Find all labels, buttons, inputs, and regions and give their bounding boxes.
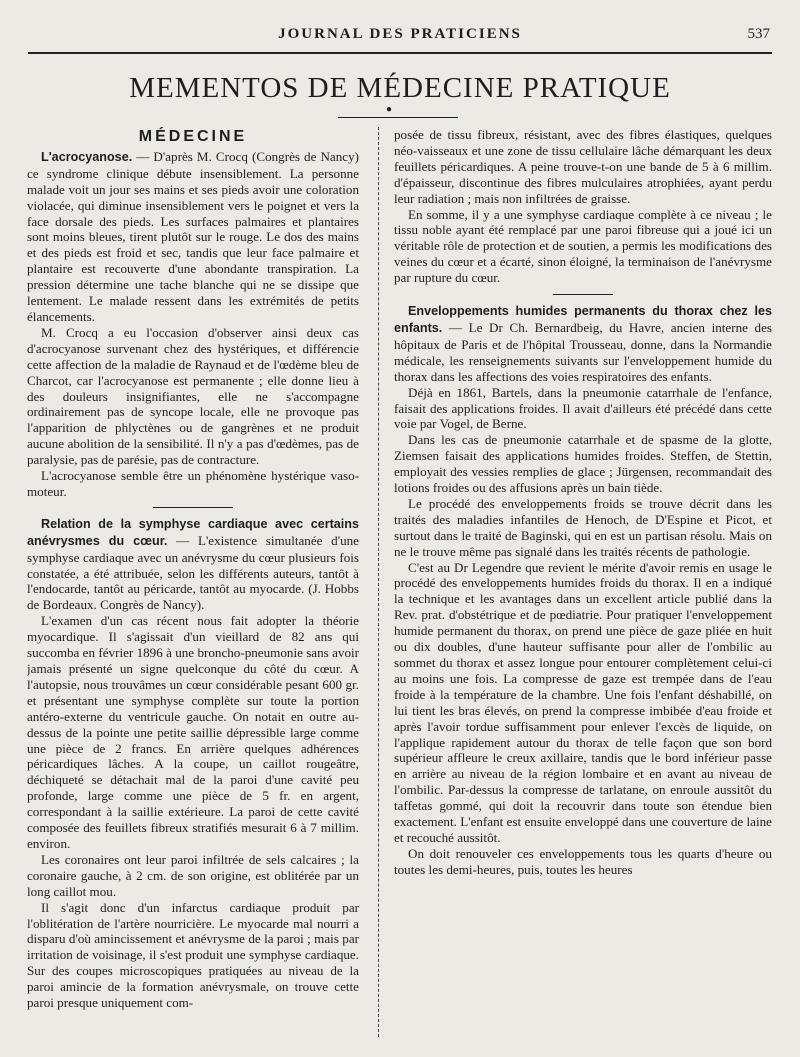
paragraph: Les coronaires ont leur paroi infiltrée de sels calcaires ; la coronaire gauche, à 2 cm. de son origine, est oblitérée par un long caillot mou. xyxy=(27,851,359,899)
article-acrocyanose xyxy=(27,149,359,325)
ornament-dot: ● xyxy=(386,104,393,115)
article-symphyse xyxy=(27,516,359,613)
separator-rule xyxy=(553,294,613,295)
paragraph: En somme, il y a une symphyse cardiaque complète à ce niveau ; le tissu noble ayant été remplacé par une paroi fibreuse qui a joué ici un véritable rôle de protection et de soutien, a permis les modifications des veines du cœur et a écarté, sinon éloigné, la terminaison de l'anévrysme par rupture du cœur. xyxy=(394,206,772,286)
paragraph: — Le Dr Ch. Bernardbeig, du Havre, ancien interne des hôpitaux de Paris et de l'hôpital Trousseau, donne, dans la Normandie médicale, les renseignements suivants sur l'enveloppement humide du thorax dans les affections des voies respiratoires des enfants. xyxy=(394,319,772,384)
article-rubric: L'acrocyanose. xyxy=(41,149,133,164)
paragraph: Il s'agit donc d'un infarctus cardiaque produit par l'oblitération de l'artère nourricière. Le myocarde mal nourri a disparu d'où amincissement et anévrysme de la paroi ; mais par irritation de voisinage, il s'est produit une symphyse cardiaque. Sur des coupes microscopiques pratiquées au niveau de la paroi amincie de la formation anévrysmale, on trouve cette paroi presque uniquement com- xyxy=(27,899,359,1011)
paragraph: Dans les cas de pneumonie catarrhale et de spasme de la glotte, Ziemsen faisait des applications humides froides. Steffen, de Stettin, employait des vessies remplies de glace ; Jürgensen, recommandait des lotions froides ou des affusions après un bain tiède. xyxy=(394,432,772,496)
page-title: MEMENTOS DE MÉDECINE PRATIQUE xyxy=(129,72,671,104)
title-rule xyxy=(338,117,458,118)
paragraph: L'examen d'un cas récent nous fait adopter la théorie myocardique. Il s'agissait d'un vieillard de 82 ans qui succomba en février 1896 à une broncho-pneumonie sans avoir jamais présenté un signe quelconque du côté du cœur. A l'autopsie, nous trouvâmes un cœur considérable pesant 600 gr. et présentant une symphyse complète sur toute la portion antéro-externe du ventricule gauche. On notait en outre au-dessus de la pointe une petite saillie dépressible large comme une pièce de 2 francs. En arrière quelques adhérences péricardiques lâches. A la coupe, un caillot rougeâtre, déchiqueté se détachait mal de la paroi d'une cavité peu profonde, large comme une pièce de 5 fr. en argent, correspondant à la saillie extérieure. La paroi de cette cavité composée des feuillets fibreux stratifiés mesurait 6 à 7 millim. environ. xyxy=(27,613,359,851)
paragraph: posée de tissu fibreux, résistant, avec des fibres élastiques, quelques néo-vaisseaux et une zone de tissu cellulaire lâche démarquant les deux feuillets péricardiques. A peine trouve-t-on une bande de 5 à 6 millim. d'épaisseur, discontinue des fibres mulculaires atrophiées, ayant perdu leur radiation ; mais non infiltrées de graisse. xyxy=(394,127,772,206)
separator-rule xyxy=(153,507,233,508)
article-enveloppements xyxy=(394,303,772,385)
article-rubric: Enveloppements humides permanents du thorax chez les enfants. xyxy=(394,304,772,335)
running-head xyxy=(30,26,770,48)
header-rule xyxy=(28,52,772,54)
paragraph: On doit renouveler ces enveloppements tous les quarts d'heure ou toutes les demi-heures, puis, toutes les heures xyxy=(394,845,772,877)
left-column xyxy=(27,127,359,1042)
page-number: 537 xyxy=(747,26,770,42)
paragraph: Déjà en 1861, Bartels, dans la pneumonie catarrhale de l'enfance, faisait des applications froides. Il avait d'ailleurs été précédé dans cette voie par Vogel, de Berne. xyxy=(394,384,772,432)
paragraph: M. Crocq a eu l'occasion d'observer ainsi deux cas d'acrocyanose survenant chez des hystériques, et différencie cette affection de la maladie de Raynaud et de l'œdème bleu de Charcot, car l'acrocyanose est permanente ; elle donne lieu à des douleurs insignifiantes, elle ne s'accompagne ordinairement pas de syncope locale, elle ne provoque pas l'apparition de phlyctènes ou de gangrènes et ne produit aucune abolition de la sensibilité. Il n'y a pas d'œdèmes, pas de paralysie, pas de parésie, pas de contracture. xyxy=(27,324,359,468)
article-rubric: Relation de la symphyse cardiaque avec certains anévrysmes du cœur. xyxy=(27,516,359,548)
running-title: JOURNAL DES PRATICIENS xyxy=(278,26,522,42)
paragraph: C'est au Dr Legendre que revient le mérite d'avoir remis en usage le procédé des enveloppements humides froids du thorax. Il en a indiqué la technique et les avantages dans un excellent article publié dans la Rev. prat. d'obstétrique et de pœdiatrie. Pour pratiquer l'enveloppement humide permanent du thorax, on prend une pièce de gaze pliée en huit ou dix doubles, d'une hauteur suffisante pour aller de l'ombilic au sommet du thorax et assez longue pour entourer complètement celui-ci au moins une fois. La compresse de gaze est trempée dans de l'eau froide à la température de la chambre. Une fois l'enfant déshabillé, on lui tient les bras élevés, on prend la compresse imbibée d'eau froide et après l'avoir tordue suffisamment pour enlever l'excès de liquide, on l'applique rapidement autour du thorax de telle façon que son bord supérieur affleure le creux axillaire, tandis que le bord inférieur passe en arrière au niveau de la région lombaire et en avant au niveau de l'ombilic. Par-dessus la compresse de tarlatane, on enroule aussitôt du taffetas gommé, qui doit la recouvrir dans toute son étendue bien exactement. L'enfant est ensuite enveloppé dans une couverture de laine et recouché aussitôt. xyxy=(394,559,772,845)
paragraph: — L'existence simultanée d'une symphyse cardiaque avec un anévrysme du cœur plusieurs fois constatée, a été attribuée, selon les différents auteurs, tantôt à l'endocarde, tantôt au péricarde, tantôt au myocarde. (J. Hobbs de Bordeaux. Congrès de Nancy). xyxy=(27,532,359,613)
paragraph: Le procédé des enveloppements froids se trouve décrit dans les traités des maladies infantiles de Henoch, de D'Espine et Picot, et surtout dans le traité de Baginski, qui en est un partisan résolu. Mais on ne le trouve même pas signalé dans les traités récents de pathologie. xyxy=(394,495,772,559)
paragraph: L'acrocyanose semble être un phénomène hystérique vaso-moteur. xyxy=(27,468,359,499)
section-heading: MÉDECINE xyxy=(138,128,248,145)
column-divider xyxy=(378,127,379,1037)
paragraph: — D'après M. Crocq (Congrès de Nancy) ce syndrome clinique débute insensiblement. La personne malade voit un jour ses mains et ses pieds avoir une coloration violacée, qui diminue insensiblement vers le poignet et vers la face dorsale des pieds. Les surfaces palmaires et plantaires sont moins bleues, tirent plutôt sur le rouge. Le dos des mains et des pieds est froid et sec, tandis que leur face palmaire et plantaire est recouverte d'une abondante transpiration. La pression détermine une tache blanche qui ne se dissipe que lentement. Le malade ressent dans les extrémités de petits élancements. xyxy=(27,148,359,324)
right-column xyxy=(394,127,772,1042)
